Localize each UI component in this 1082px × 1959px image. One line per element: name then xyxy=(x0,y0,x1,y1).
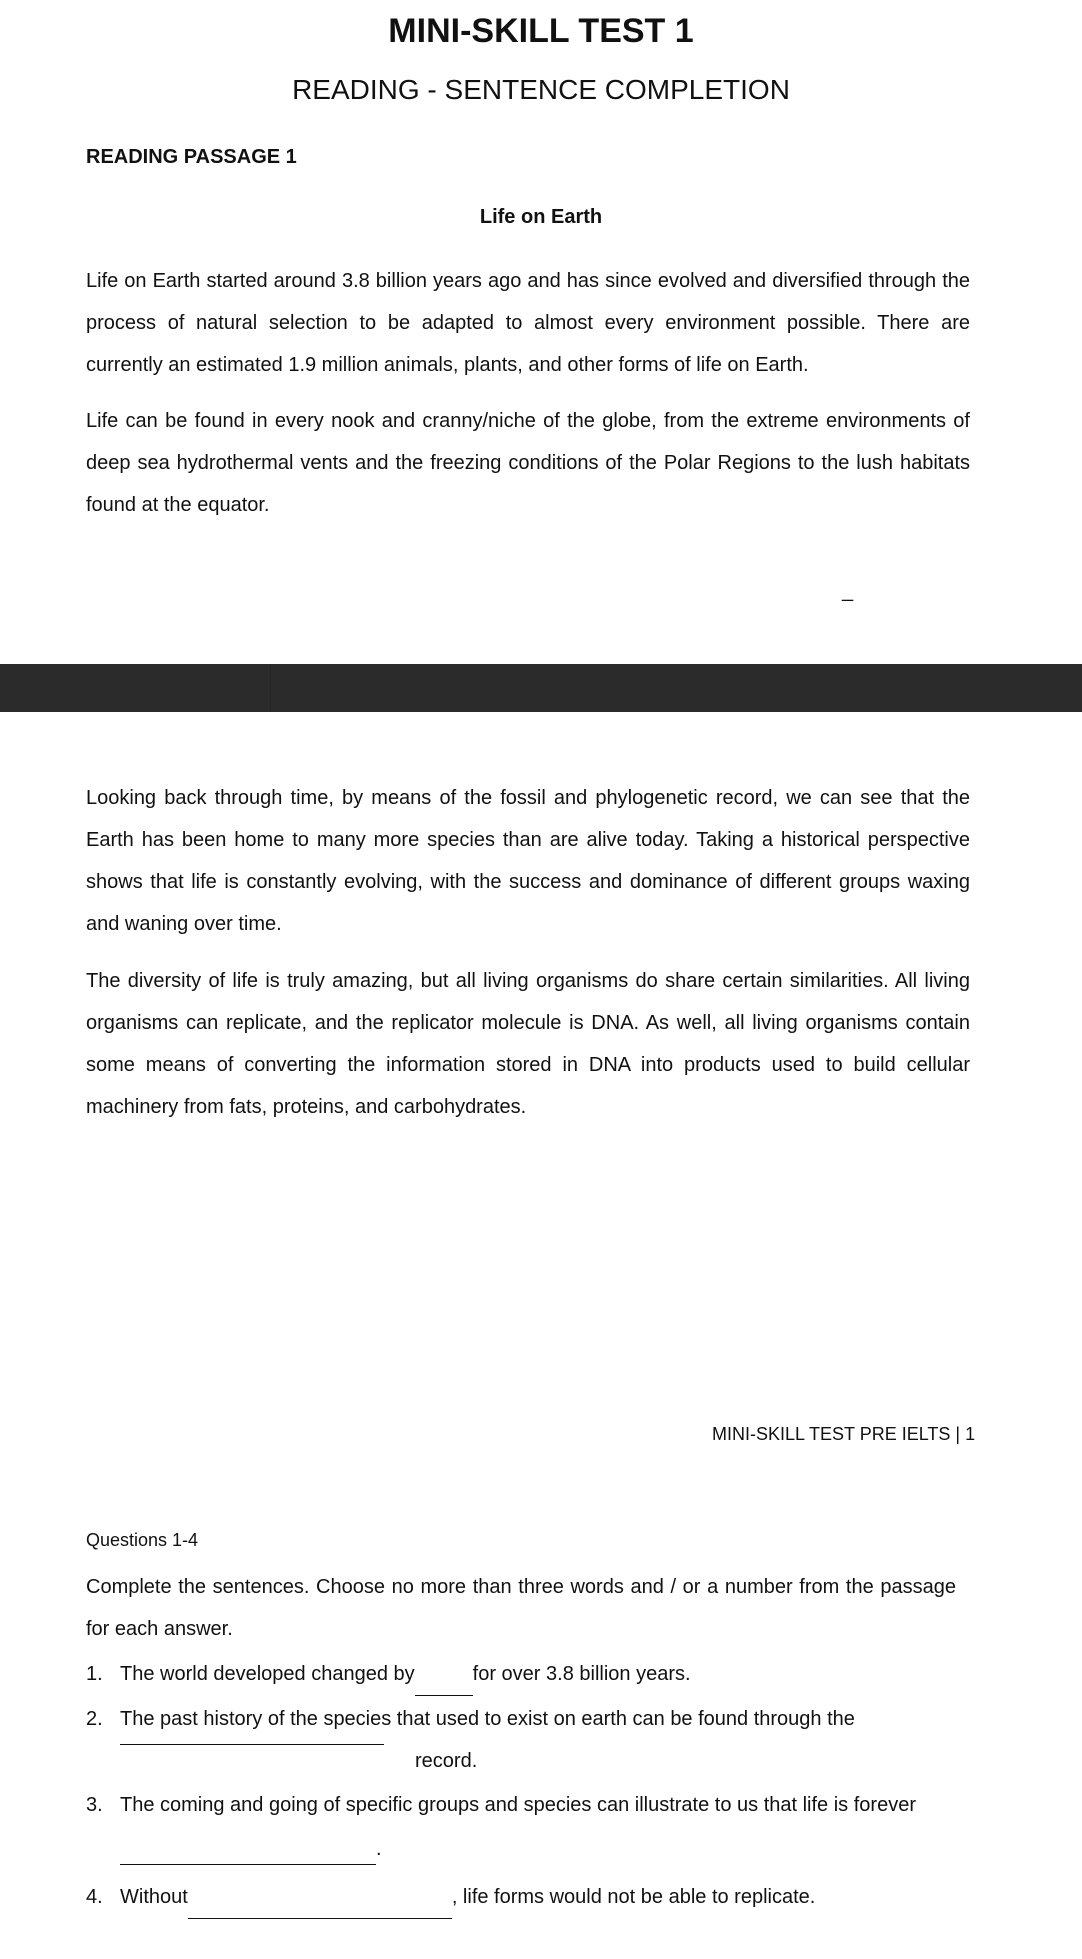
question-4 xyxy=(86,1876,956,1919)
passage-paragraph-3: Looking back through time, by means of the fossil and phylogenetic record, we can see that the Earth has been home to many more species than are alive today. Taking a historical perspective shows that life is constantly evolving, with the success and dominance of different groups waxing and waning over time. xyxy=(86,787,970,935)
question-3 xyxy=(86,1784,956,1826)
question-number: 4. xyxy=(86,1886,103,1908)
band-divider xyxy=(270,664,271,712)
question-text-after: for over 3.8 billion years. xyxy=(472,1663,691,1685)
passage-title: Life on Earth xyxy=(479,206,603,228)
page-subtitle: READING - SENTENCE COMPLETION xyxy=(292,74,790,105)
passage-paragraph-2: Life can be found in every nook and cranny/niche of the globe, from the extreme environments of deep sea hydrothermal vents and the freezing conditions of the Polar Regions to the lush habitats found at the equator. xyxy=(86,410,970,516)
answer-blank-2[interactable] xyxy=(120,1722,384,1745)
question-text-before: The past history of the species that used to exist on earth can be found through the xyxy=(120,1708,855,1730)
questions-instructions: Complete the sentences. Choose no more than three words and / or a number from the passage for each answer. xyxy=(86,1576,956,1640)
question-text-after: . xyxy=(376,1838,382,1860)
page-break-band xyxy=(0,664,1082,712)
answer-blank-3[interactable] xyxy=(120,1842,376,1865)
question-number: 3. xyxy=(86,1794,103,1816)
question-text-after: record. xyxy=(415,1750,478,1772)
questions-heading: Questions 1-4 xyxy=(86,1530,199,1550)
question-text-before: The world developed changed by xyxy=(120,1663,415,1685)
question-2-continued xyxy=(415,1740,615,1782)
question-3-continued xyxy=(376,1828,416,1870)
stray-mark: _ xyxy=(842,580,854,602)
question-1 xyxy=(86,1653,956,1696)
answer-blank-4[interactable] xyxy=(188,1876,452,1919)
question-number: 1. xyxy=(86,1663,103,1685)
passage-label: READING PASSAGE 1 xyxy=(86,146,297,168)
page-footer: MINI-SKILL TEST PRE IELTS | 1 xyxy=(712,1424,976,1444)
question-text-before: Without xyxy=(120,1886,188,1908)
question-number: 2. xyxy=(86,1708,103,1730)
passage-paragraph-1: Life on Earth started around 3.8 billion years ago and has since evolved and diversified through the process of natural selection to be adapted to almost every environment possible. There are currently an estimated 1.9 million animals, plants, and other forms of life on Earth. xyxy=(86,270,970,376)
passage-paragraph-4: The diversity of life is truly amazing, but all living organisms do share certain similarities. All living organisms can replicate, and the replicator molecule is DNA. As well, all living organisms contain some means of converting the information stored in DNA into products used to build cellular machinery from fats, proteins, and carbohydrates. xyxy=(86,970,970,1118)
page-title: MINI-SKILL TEST 1 xyxy=(388,12,694,50)
question-text-after: , life forms would not be able to replicate. xyxy=(451,1886,816,1908)
answer-blank-1[interactable] xyxy=(415,1653,473,1696)
question-text-before: The coming and going of specific groups and species can illustrate to us that life is forever xyxy=(120,1794,916,1816)
